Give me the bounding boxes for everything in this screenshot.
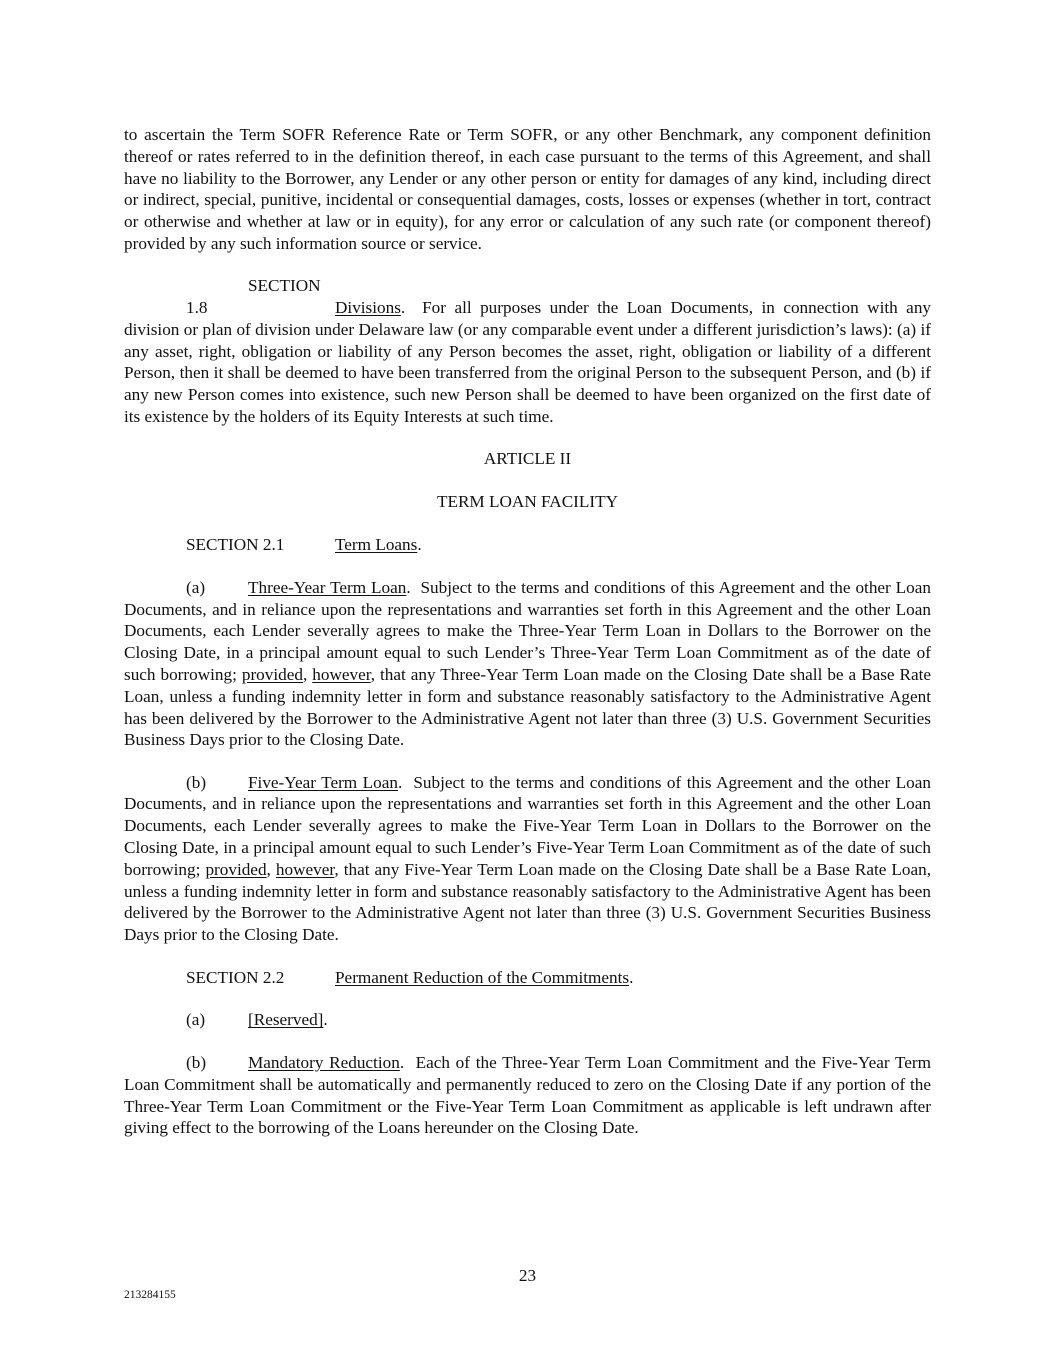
- section-1-8: SECTION 1.8 Divisions. For all purposes under the Loan Documents, in connection with any division or plan of division under Delaware law (or any comparable event under a different jurisdiction’s laws): (a) if any asset, right, obligation or liability of any Person becomes the asset, right, obligation or liability of a different Person, then it shall be deemed to have been transferred from the original Person to the subsequent Person, and (b) if any new Person comes into existence, such new Person shall be deemed to have been organized on the first date of its existence by the holders of its Equity Interests at such time.: [124, 276, 932, 427]
- section-2-1-b: (b) Five-Year Term Loan. Subject to the terms and conditions of this Agreement and the other Loan Documents, and in reliance upon the representations and warranties set forth in this Agreement and the other Loan Documents, each Lender severally agrees to make the Five-Year Term Loan in Dollars to the Borrower on the Closing Date, in a principal amount equal to such Lender’s Five-Year Term Loan Commitment as of the date of such borrowing; provided, however, that any Five-Year Term Loan made on the Closing Date shall be a Base Rate Loan, unless a funding indemnity letter in form and substance reasonably satisfactory to the Administrative Agent has been delivered by the Borrower to the Administrative Agent not later than three (3) U.S. Government Securities Business Days prior to the Closing Date.: [124, 772, 932, 945]
- section-2-1-heading: SECTION 2.1 Term Loans.: [186, 534, 422, 554]
- article-heading: ARTICLE II: [483, 449, 572, 469]
- section-2-1-a-label: (a): [186, 577, 206, 597]
- page-number: 23: [518, 1266, 537, 1285]
- section-2-2-a-title: [Reserved]: [248, 1010, 324, 1030]
- section-2-2-number: SECTION 2.2: [186, 967, 285, 987]
- article-title: TERM LOAN FACILITY: [436, 492, 619, 512]
- section-2-1-a-body-start: Subject to the terms and conditions of this Agreement and the other Loan Documents, and in reliance upon the representations and warranties set forth in this Agreement and the other Loan Documents, each Lender severally agrees to make the Three-Year Term Loan in Dollars to the Borrower on the Closing Date, in a principal amount equal to such Lender’s Three-Year Term Loan Commitment as of the date of such borrowing;: [124, 577, 931, 684]
- section-1-8-number: SECTION 1.8: [186, 276, 321, 318]
- section-1-8-body: For all purposes under the Loan Documents, in connection with any division or plan of division under Delaware law (or any comparable event under a different jurisdiction’s laws): (a) if any asset, right, obligation or liability of any Person becomes the asset, right, obligation or liability of a different Person, then it shall be deemed to have been transferred from the original Person to the subsequent Person, and (b) if any new Person comes into existence, such new Person shall be deemed to have been organized on the first date of its existence by the holders of its Equity Interests at such time.: [124, 298, 932, 427]
- document-id: 213284155: [124, 1289, 176, 1301]
- section-2-2-title: Permanent Reduction of the Commitments: [335, 967, 630, 987]
- section-2-2-a: (a) [Reserved].: [186, 1010, 328, 1030]
- section-1-8-title: Divisions: [335, 298, 401, 318]
- section-2-1-b-label: (b): [186, 772, 207, 792]
- section-2-1-a-body-end: that any Three-Year Term Loan made on the Closing Date shall be a Base Rate Loan, unless a funding indemnity letter in form and substance reasonably satisfactory to the Administrative Agent has been delivered by the Borrower to the Administrative Agent not later than three (3) U.S. Government Securities Business Days prior to the Closing Date.: [124, 664, 932, 750]
- section-2-1-b-however: however: [275, 859, 335, 879]
- section-2-1-number: SECTION 2.1: [186, 534, 285, 554]
- section-2-2-b-title: Mandatory Reduction: [248, 1053, 400, 1073]
- section-2-2-a-label: (a): [186, 1010, 206, 1030]
- section-2-1-b-body-end: that any Five-Year Term Loan made on the Closing Date shall be a Base Rate Loan, unless a funding indemnity letter in form and substance reasonably satisfactory to the Administrative Agent has been delivered by the Borrower to the Administrative Agent not later than three (3) U.S. Government Securities Business Days prior to the Closing Date.: [124, 859, 932, 945]
- section-2-1-b-provided: provided: [205, 859, 267, 879]
- document-page: [124, 124, 931, 1160]
- section-2-2-b-label: (b): [186, 1053, 207, 1073]
- section-2-1-title: Term Loans: [335, 534, 418, 554]
- section-2-2-b-body: Each of the Three-Year Term Loan Commitment and the Five-Year Term Loan Commitment shall be automatically and permanently reduced to zero on the Closing Date if any portion of the Three-Year Term Loan Commitment or the Five-Year Term Loan Commitment as applicable is left undrawn after giving effect to the borrowing of the Loans hereunder on the Closing Date.: [124, 1053, 932, 1138]
- section-2-1-a-however: however: [312, 664, 371, 684]
- section-2-2-heading: SECTION 2.2 Permanent Reduction of the Commitments.: [186, 967, 634, 987]
- section-2-2-b: (b) Mandatory Reduction. Each of the Three-Year Term Loan Commitment and the Five-Year Term Loan Commitment shall be automatically and permanently reduced to zero on the Closing Date if any portion of the Three-Year Term Loan Commitment or the Five-Year Term Loan Commitment as applicable is left undrawn after giving effect to the borrowing of the Loans hereunder on the Closing Date.: [124, 1053, 932, 1138]
- section-2-1-b-body-start: Subject to the terms and conditions of this Agreement and the other Loan Documents, and in reliance upon the representations and warranties set forth in this Agreement and the other Loan Documents, each Lender severally agrees to make the Five-Year Term Loan in Dollars to the Borrower on the Closing Date, in a principal amount equal to such Lender’s Five-Year Term Loan Commitment as of the date of such borrowing;: [124, 772, 931, 879]
- section-2-1-a-provided: provided: [241, 664, 303, 684]
- section-2-1-a-title: Three-Year Term Loan: [248, 577, 407, 597]
- section-2-1-a: (a) Three-Year Term Loan. Subject to the terms and conditions of this Agreement and the other Loan Documents, and in reliance upon the representations and warranties set forth in this Agreement and the other Loan Documents, each Lender severally agrees to make the Three-Year Term Loan in Dollars to the Borrower on the Closing Date, in a principal amount equal to such Lender’s Three-Year Term Loan Commitment as of the date of such borrowing; provided, however, that any Three-Year Term Loan made on the Closing Date shall be a Base Rate Loan, unless a funding indemnity letter in form and substance reasonably satisfactory to the Administrative Agent has been delivered by the Borrower to the Administrative Agent not later than three (3) U.S. Government Securities Business Days prior to the Closing Date.: [124, 577, 932, 750]
- intro-paragraph: to ascertain the Term SOFR Reference Rate or Term SOFR, or any other Benchmark, any component definition thereof or rates referred to in the definition thereof, in each case pursuant to the terms of this Agreement, and shall have no liability to the Borrower, any Lender or any other person or entity for damages of any kind, including direct or indirect, special, punitive, incidental or consequential damages, costs, losses or expenses (whether in tort, contract or otherwise and whether at law or in equity), for any error or calculation of any such rate (or component thereof) provided by any such information source or service.: [124, 125, 931, 253]
- section-2-1-b-title: Five-Year Term Loan: [248, 772, 398, 792]
